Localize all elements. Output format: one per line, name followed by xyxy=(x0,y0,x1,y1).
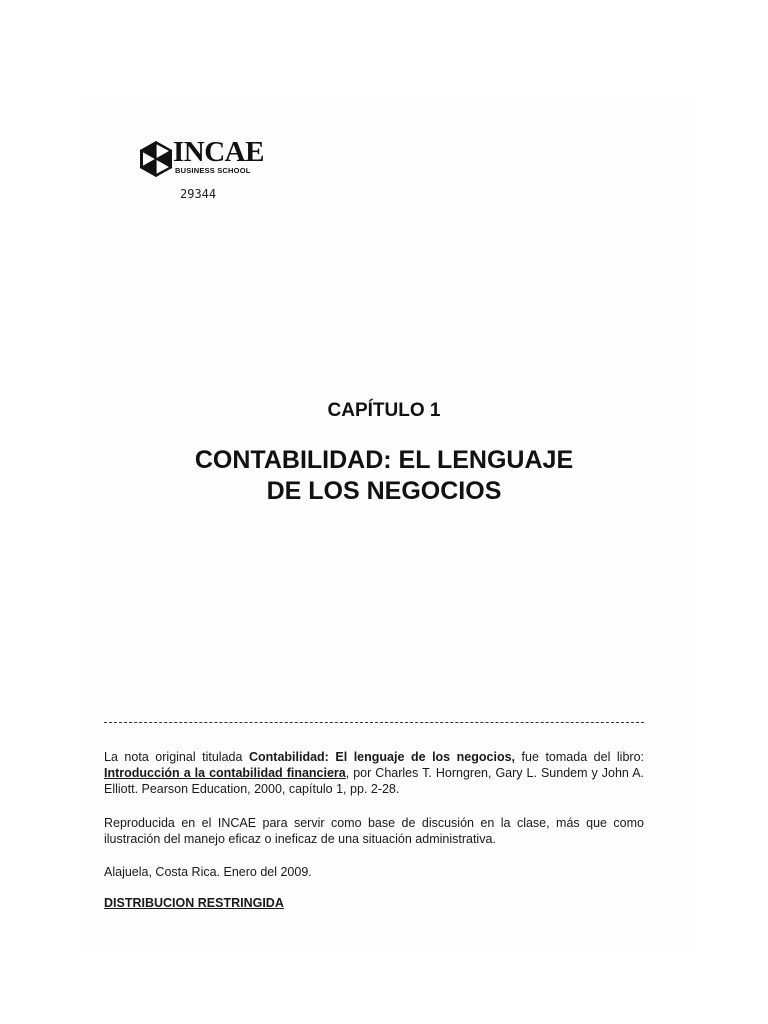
chapter-heading: CAPÍTULO 1 xyxy=(327,400,441,421)
logo-wordmark: INCAE xyxy=(173,136,264,168)
note-text: , por Charles T. Horngren, Gary L. Sundem y John A. Elliott. Pearson Education, 2000, capítulo 1, pp. 2-28. xyxy=(104,766,645,796)
source-note-paragraph xyxy=(104,749,644,797)
document-code: 29344 xyxy=(180,187,217,201)
note-text: fue tomada del libro: xyxy=(515,750,644,764)
purpose-paragraph: Reproducida en el INCAE para servir como base de discusión en la clase, más que como ilustración del manejo eficaz o ineficaz de una situación administrativa. xyxy=(104,816,644,846)
document-title xyxy=(0,445,768,507)
place-date-line: Alajuela, Costa Rica. Enero del 2009. xyxy=(104,865,312,879)
logo-subtitle: BUSINESS SCHOOL xyxy=(175,166,251,175)
dashed-divider xyxy=(104,722,644,723)
incae-logo xyxy=(137,136,277,180)
incae-emblem-icon xyxy=(137,140,175,178)
note-original-title: Contabilidad: El lenguaje de los negocios, xyxy=(248,750,516,764)
title-line-2: DE LOS NEGOCIOS xyxy=(266,477,502,505)
note-book-title: Introducción a la contabilidad financiera xyxy=(104,766,346,780)
note-text: La nota original titulada xyxy=(104,750,249,764)
title-line-1: CONTABILIDAD: EL LENGUAJE xyxy=(194,446,574,474)
distribution-notice: DISTRIBUCION RESTRINGIDA xyxy=(104,896,284,910)
